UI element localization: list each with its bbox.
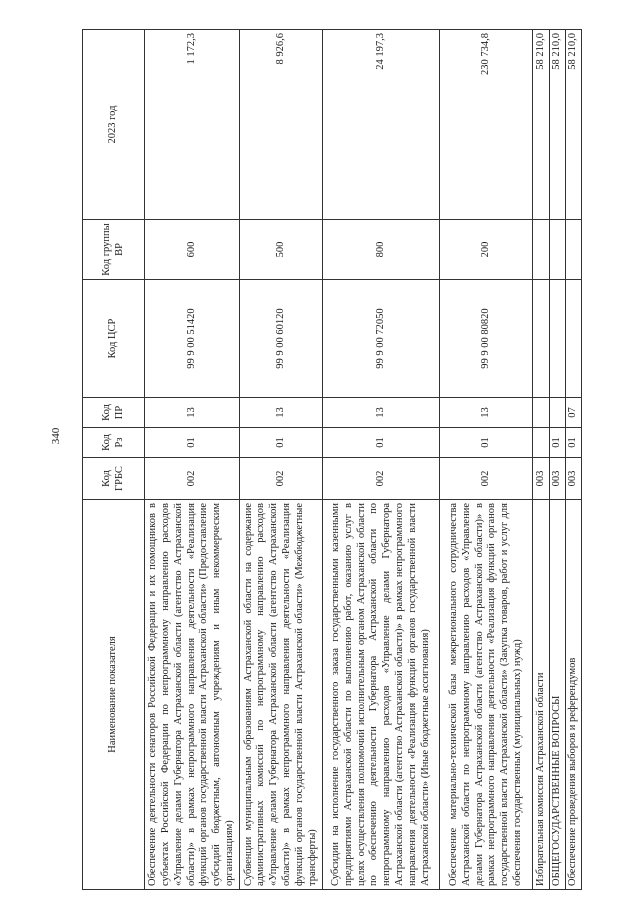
table-row	[549, 30, 565, 890]
row-csr: 99 9 00 60120	[240, 280, 323, 398]
row-grbs: 002	[323, 458, 440, 500]
row-rz: 01	[549, 428, 565, 458]
row-rz: 01	[440, 428, 533, 458]
table-row	[145, 30, 240, 890]
row-rz	[533, 428, 549, 458]
row-sum: 230 734,8	[440, 30, 533, 220]
header-vr: Код группы ВР	[83, 220, 145, 280]
row-csr	[565, 280, 581, 398]
rotated-page	[82, 30, 582, 890]
row-grbs: 002	[145, 458, 240, 500]
header-name: Наименование показателя	[83, 500, 145, 890]
row-name: ОБЩЕГОСУДАРСТВЕННЫЕ ВОПРОСЫ	[549, 500, 565, 890]
row-grbs: 002	[240, 458, 323, 500]
row-name: Субсидии на исполнение государственного заказа государственными казенными предприятиями Астраханской области по выполнению работ, оказанию услуг в целях осуществления полномочий исполнительным органом Астраханской области по обеспечению деятельности Губернатора Астраханской области по непрограммному направлению расходов «Управление делами Губернатора Астраханской области (агентство Астраханской области)» в рамках непрограммного направления деятельности «Реализация функций органов государственной власти Астраханской области» (Иные бюджетные ассигнования)	[323, 500, 440, 890]
table-row	[440, 30, 533, 890]
row-grbs: 002	[440, 458, 533, 500]
row-vr	[549, 220, 565, 280]
row-sum: 58 210,0	[549, 30, 565, 220]
row-vr: 600	[145, 220, 240, 280]
table-row	[533, 30, 549, 890]
header-row	[83, 30, 145, 890]
row-csr: 99 9 00 72050	[323, 280, 440, 398]
row-pr	[549, 398, 565, 428]
row-csr: 99 9 00 51420	[145, 280, 240, 398]
row-csr: 99 9 00 80820	[440, 280, 533, 398]
row-name: Обеспечение деятельности сенаторов Российской Федерации и их помощников в субъектах Российской Федерации по непрограммному направлению расходов «Управление делами Губернатора Астраханской области (агентство Астраханской области)» в рамках непрограммного направления деятельности «Реализация функций органов государственной власти Астраханской области» (Предоставление субсидий бюджетным, автономным учреждениям и иным некоммерческим организациям)	[145, 500, 240, 890]
table-row	[240, 30, 323, 890]
row-csr	[549, 280, 565, 398]
header-year: 2023 год	[83, 30, 145, 220]
row-sum: 1 172,3	[145, 30, 240, 220]
row-pr: 07	[565, 398, 581, 428]
row-grbs: 003	[549, 458, 565, 500]
row-sum: 58 210,0	[565, 30, 581, 220]
row-pr: 13	[240, 398, 323, 428]
header-rz: Код Рз	[83, 428, 145, 458]
row-name: Обеспечение материально-технической базы межрегионального сотрудничества Астраханской области по непрограммному направлению расходов «Управление делами Губернатора Астраханской области (агентство Астраханской области)» в рамках непрограммного направления деятельности «Реализация функций органов государственной власти Астраханской области» (Закупка товаров, работ и услуг для обеспечения государственных (муниципальных) нужд)	[440, 500, 533, 890]
row-vr: 200	[440, 220, 533, 280]
row-pr	[533, 398, 549, 428]
row-rz: 01	[145, 428, 240, 458]
header-grbs: Код ГРБС	[83, 458, 145, 500]
header-csr: Код ЦСР	[83, 280, 145, 398]
header-pr: Код ПР	[83, 398, 145, 428]
row-vr: 800	[323, 220, 440, 280]
row-pr: 13	[440, 398, 533, 428]
row-sum: 24 197,3	[323, 30, 440, 220]
row-vr	[565, 220, 581, 280]
row-rz: 01	[565, 428, 581, 458]
row-vr: 500	[240, 220, 323, 280]
row-csr	[533, 280, 549, 398]
budget-table	[82, 29, 582, 890]
row-name: Избирательная комиссия Астраханской области	[533, 500, 549, 890]
table-row	[323, 30, 440, 890]
row-sum: 8 926,6	[240, 30, 323, 220]
row-sum: 58 210,0	[533, 30, 549, 220]
row-grbs: 003	[533, 458, 549, 500]
row-pr: 13	[145, 398, 240, 428]
row-pr: 13	[323, 398, 440, 428]
table-row	[565, 30, 581, 890]
row-rz: 01	[240, 428, 323, 458]
row-name: Обеспечение проведения выборов и референдумов	[565, 500, 581, 890]
row-grbs: 003	[565, 458, 581, 500]
row-name: Субвенции муниципальным образованиям Астраханской области на содержание административных комиссий по непрограммному направлению расходов «Управление делами Губернатора Астраханской области (агентство Астраханской области)» в рамках непрограммного направления деятельности «Реализация функций органов государственной власти Астраханской области» (Межбюджетные трансферты)	[240, 500, 323, 890]
row-vr	[533, 220, 549, 280]
row-rz: 01	[323, 428, 440, 458]
page-number: 340	[50, 427, 62, 445]
